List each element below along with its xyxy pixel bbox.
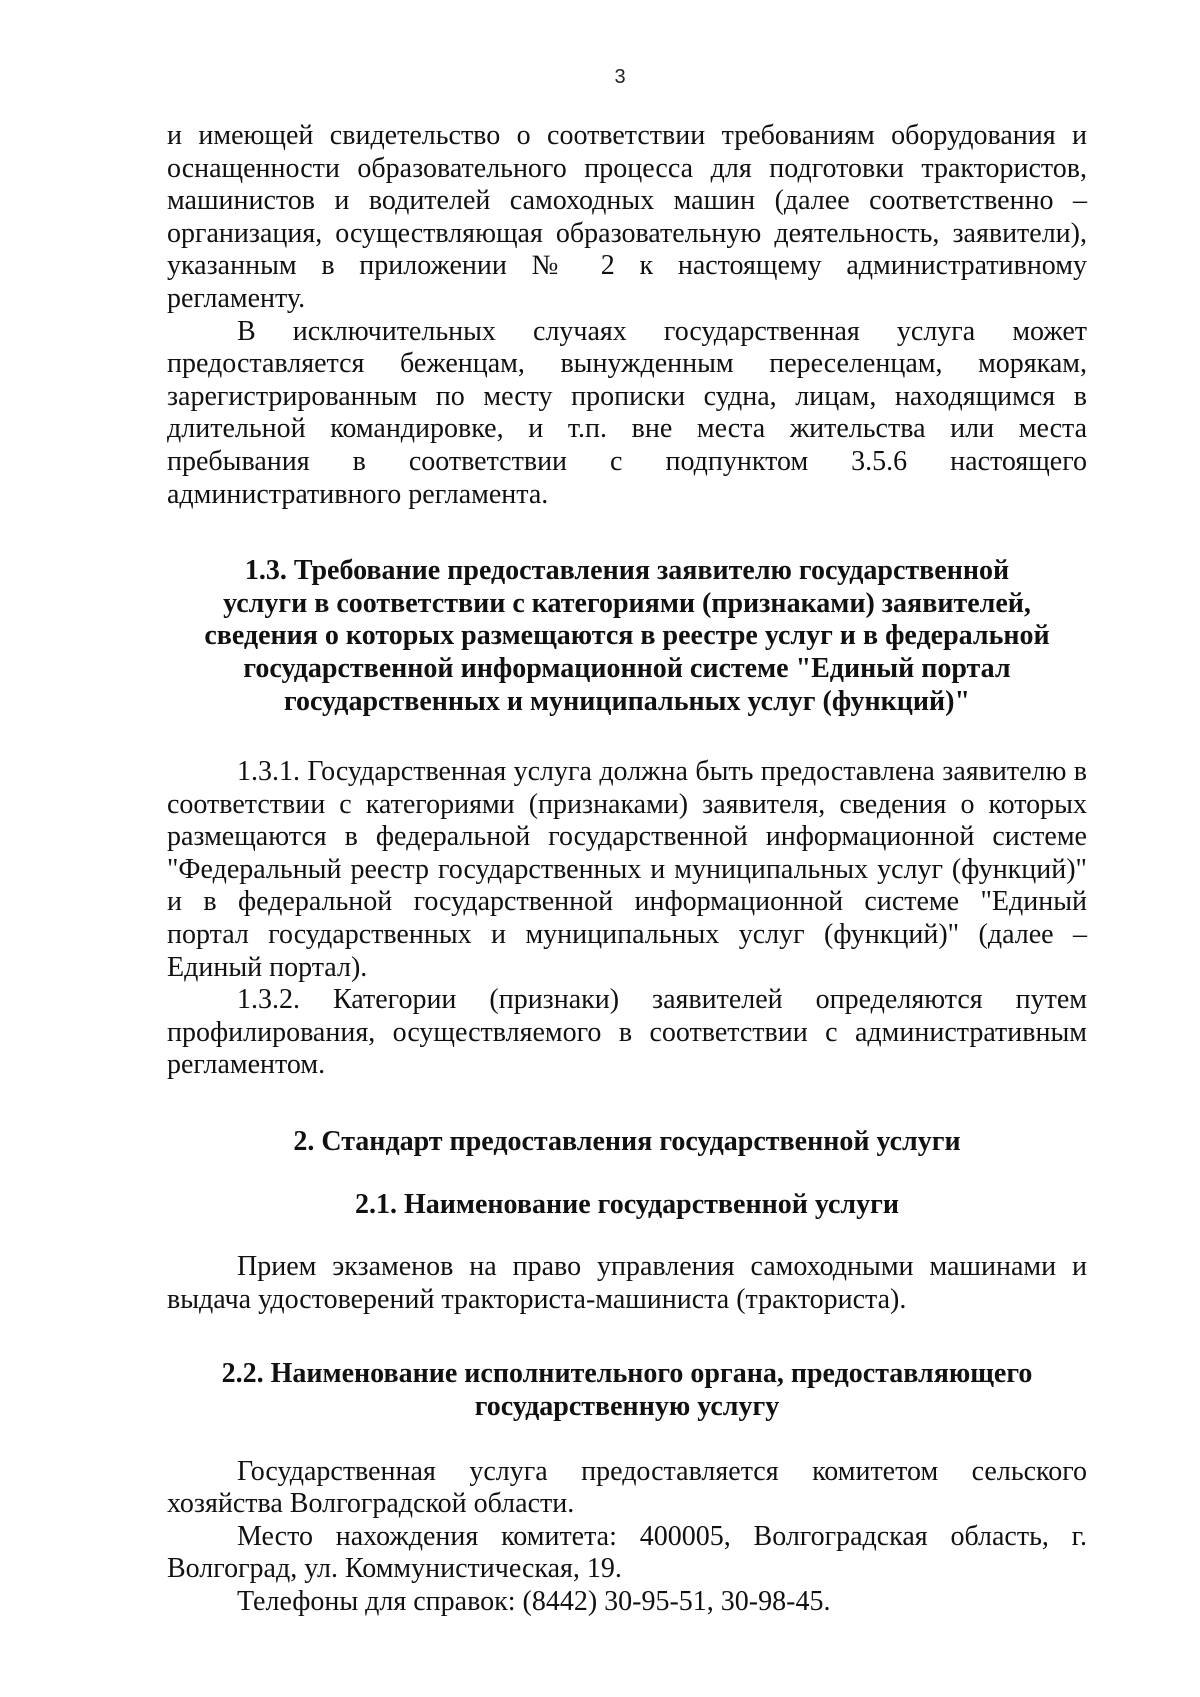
page-number: 3 [614,66,626,88]
heading-line: сведения о которых размещаются в реестре услуг и в федеральной [204,620,1050,652]
heading-line: 2.2. Наименование исполнительного органа, предоставляющего [221,1358,1033,1390]
heading-line: государственной информационной системе "Единый портал [243,652,1011,684]
paragraph-2-2-3: Телефоны для справок: (8442) 30-95-51, 30-98-45. [237,1585,831,1617]
heading-line: государственную услугу [474,1391,780,1422]
paragraph-2-2-2: Место нахождения комитета: 400005, Волгоградская область, г. Волгоград, ул. Коммунистическая, 19. [167,1520,1087,1585]
document-body [167,120,1087,1619]
section-1-3-heading [167,555,1087,718]
section-2-heading: 2. Стандарт предоставления государственной услуги [293,1126,961,1158]
paragraph-1-3-1: 1.3.1. Государственная услуга должна быть предоставлена заявителю в соответствии с категориями (признаками) заявителя, сведения о которых размещаются в федеральной государственной информационной системе "Федеральный реестр государственных и муниципальных услуг (функций)" и в федеральной государственной информационной системе "Единый портал государственных и муниципальных услуг (функций)" (далее – Единый портал). [167,756,1087,983]
paragraph-2-2-1: Государственная услуга предоставляется комитетом сельского хозяйства Волгоградской области. [167,1455,1087,1520]
heading-line: 1.3. Требование предоставления заявителю государственной [244,555,1010,587]
intro-paragraph-2: В исключительных случаях государственная услуга может предоставляется беженцам, вынужденным переселенцам, морякам, зарегистрированным по месту прописки судна, лицам, находящимся в длительной командировке, и т.п. вне места жительства или места пребывания в соответствии с подпунктом 3.5.6 настоящего административного регламента. [167,315,1087,510]
heading-line: государственных и муниципальных услуг (функций)" [283,685,971,717]
section-2-2-heading [167,1358,1087,1423]
section-2-1-heading: 2.1. Наименование государственной услуги [355,1188,899,1220]
paragraph-1-3-2: 1.3.2. Категории (признаки) заявителей определяются путем профилирования, осуществляемого в соответствии с административным регламентом. [167,984,1087,1081]
paragraph-2-1: Прием экзаменов на право управления самоходными машинами и выдача удостоверений тракториста-машиниста (тракториста). [167,1251,1087,1315]
heading-line: услуги в соответствии с категориями (признаками) заявителей, [223,587,1031,619]
intro-paragraph-1: и имеющей свидетельство о соответствии требованиям оборудования и оснащенности образовательного процесса для подготовки трактористов, машинистов и водителей самоходных машин (далее соответственно – организация, осуществляющая образовательную деятельность, заявители), указанным в приложении № 2 к настоящему административному регламенту. [167,120,1087,314]
